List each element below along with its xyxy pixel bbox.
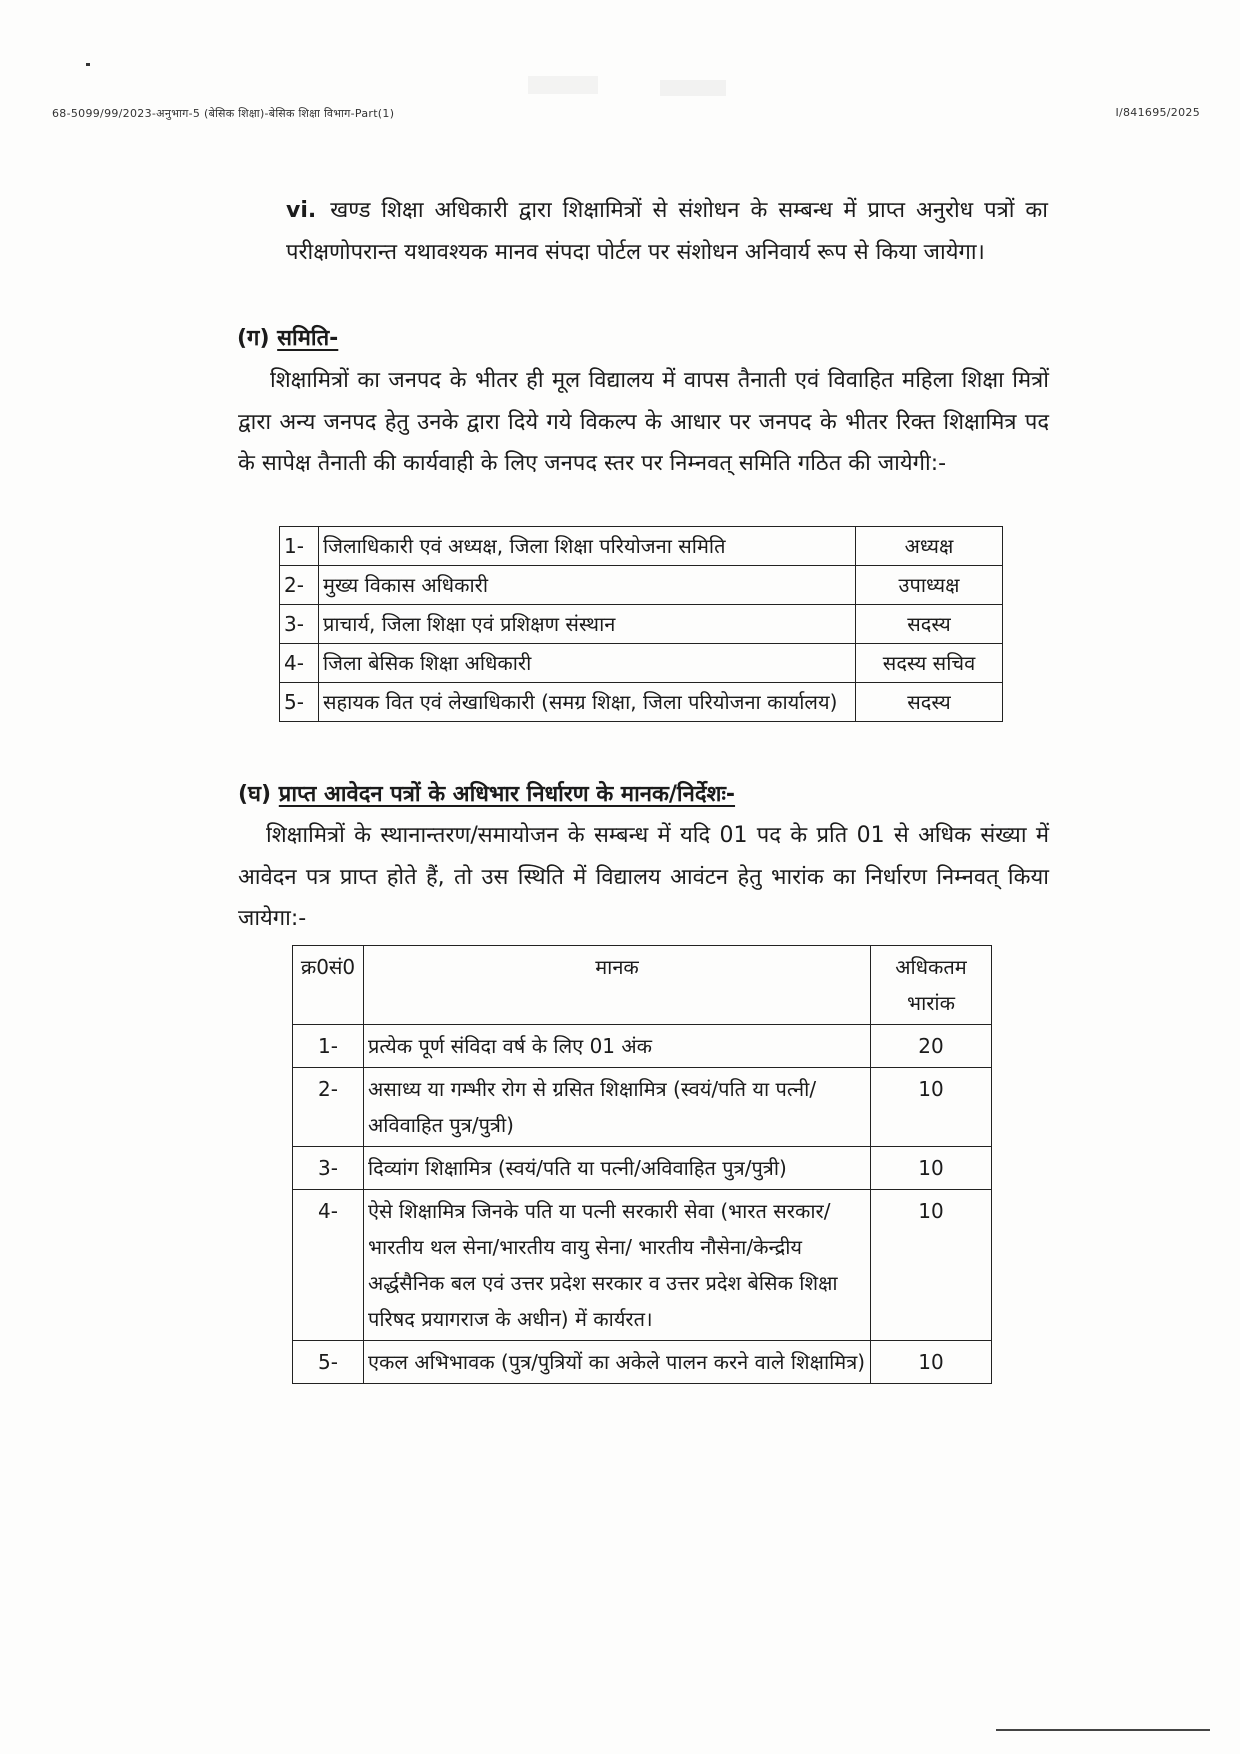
section-ga-heading: [237, 322, 338, 352]
table-row: [280, 527, 1003, 566]
section-ga-paragraph: शिक्षामित्रों का जनपद के भीतर ही मूल विद्यालय में वापस तैनाती एवं विवाहित महिला शिक्षा मित्रों द्वारा अन्य जनपद हेतु उनके द्वारा दिये गये विकल्प के आधार पर जनपद के भीतर रिक्त शिक्षामित्र पद के सापेक्ष तैनाती की कार्यवाही के लिए जनपद स्तर पर निम्नवत् समिति गठित की जायेगी:-: [238, 368, 1049, 476]
column-header-no: क्र0सं0: [293, 946, 364, 1025]
scan-mark: [660, 80, 726, 96]
committee-role: सदस्य सचिव: [856, 644, 1003, 683]
table-row: [280, 605, 1003, 644]
column-header-criterion: मानक: [364, 946, 871, 1025]
row-criterion: एकल अभिभावक (पुत्र/पुत्रियों का अकेले पालन करने वाले शिक्षामित्र): [364, 1341, 871, 1384]
footer-rule: [996, 1729, 1210, 1731]
row-max-weight: 10: [871, 1190, 992, 1341]
row-criterion: असाध्य या गम्भीर रोग से ग्रसित शिक्षामित्र (स्वयं/पति या पत्नी/अविवाहित पुत्र/पुत्री): [364, 1068, 871, 1147]
row-max-weight: 10: [871, 1341, 992, 1384]
row-criterion: ऐसे शिक्षामित्र जिनके पति या पत्नी सरकारी सेवा (भारत सरकार/भारतीय थल सेना/भारतीय वायु सेना/ भारतीय नौसेना/केन्द्रीय अर्द्धसैनिक बल एवं उत्तर प्रदेश सरकार व उत्तर प्रदेश बेसिक शिक्षा परिषद प्रयागराज के अधीन) में कार्यरत।: [364, 1190, 871, 1341]
committee-no: 2-: [280, 566, 319, 605]
section-gha-label: (घ): [238, 782, 272, 807]
committee-role: उपाध्यक्ष: [856, 566, 1003, 605]
row-max-weight: 20: [871, 1025, 992, 1068]
table-row: [280, 683, 1003, 722]
section-vi-paragraph: [286, 190, 1048, 273]
table-row: [293, 1190, 992, 1341]
section-vi-number: vi.: [286, 198, 317, 223]
committee-no: 3-: [280, 605, 319, 644]
section-ga-title: समिति-: [277, 326, 339, 351]
committee-no: 1-: [280, 527, 319, 566]
committee-member: जिला बेसिक शिक्षा अधिकारी: [319, 644, 856, 683]
section-ga-label: (ग): [237, 326, 270, 351]
row-no: 5-: [293, 1341, 364, 1384]
document-number: I/841695/2025: [1115, 106, 1200, 119]
file-reference: 68-5099/99/2023-अनुभाग-5 (बेसिक शिक्षा)-बेसिक शिक्षा विभाग-Part(1): [52, 107, 395, 120]
row-no: 3-: [293, 1147, 364, 1190]
committee-member: सहायक वित एवं लेखाधिकारी (समग्र शिक्षा, जिला परियोजना कार्यालय): [319, 683, 856, 722]
section-gha-paragraph: शिक्षामित्रों के स्थानान्तरण/समायोजन के सम्बन्ध में यदि 01 पद के प्रति 01 से अधिक संख्या में आवेदन पत्र प्राप्त होते हैं, तो उस स्थिति में विद्यालय आवंटन हेतु भारांक का निर्धारण निम्नवत् किया जायेगा:-: [238, 823, 1049, 931]
section-gha-title: प्राप्त आवेदन पत्रों के अधिभार निर्धारण के मानक/निर्देशः-: [278, 782, 736, 807]
row-no: 2-: [293, 1068, 364, 1147]
committee-role: अध्यक्ष: [856, 527, 1003, 566]
table-row: [293, 1341, 992, 1384]
scan-dot: [86, 63, 90, 66]
committee-no: 4-: [280, 644, 319, 683]
committee-member: प्राचार्य, जिला शिक्षा एवं प्रशिक्षण संस्थान: [319, 605, 856, 644]
committee-role: सदस्य: [856, 683, 1003, 722]
weightage-table: [292, 945, 992, 1384]
committee-role: सदस्य: [856, 605, 1003, 644]
row-criterion: प्रत्येक पूर्ण संविदा वर्ष के लिए 01 अंक: [364, 1025, 871, 1068]
column-header-max: अधिकतम भारांक: [871, 946, 992, 1025]
table-row: [293, 1147, 992, 1190]
section-gha-heading: [238, 778, 735, 808]
committee-member: जिलाधिकारी एवं अध्यक्ष, जिला शिक्षा परियोजना समिति: [319, 527, 856, 566]
committee-table: [279, 526, 1003, 722]
table-row: [293, 1025, 992, 1068]
table-row: [280, 644, 1003, 683]
committee-member: मुख्य विकास अधिकारी: [319, 566, 856, 605]
scan-mark: [528, 76, 598, 94]
table-row: [280, 566, 1003, 605]
row-no: 4-: [293, 1190, 364, 1341]
row-no: 1-: [293, 1025, 364, 1068]
row-max-weight: 10: [871, 1147, 992, 1190]
table-row: [293, 1068, 992, 1147]
table-header-row: [293, 946, 992, 1025]
section-vi-text: खण्ड शिक्षा अधिकारी द्वारा शिक्षामित्रों से संशोधन के सम्बन्ध में प्राप्त अनुरोध पत्रों का परीक्षणोपरान्त यथावश्यक मानव संपदा पोर्टल पर संशोधन अनिवार्य रूप से किया जायेगा।: [286, 198, 1048, 265]
row-criterion: दिव्यांग शिक्षामित्र (स्वयं/पति या पत्नी/अविवाहित पुत्र/पुत्री): [364, 1147, 871, 1190]
row-max-weight: 10: [871, 1068, 992, 1147]
committee-no: 5-: [280, 683, 319, 722]
